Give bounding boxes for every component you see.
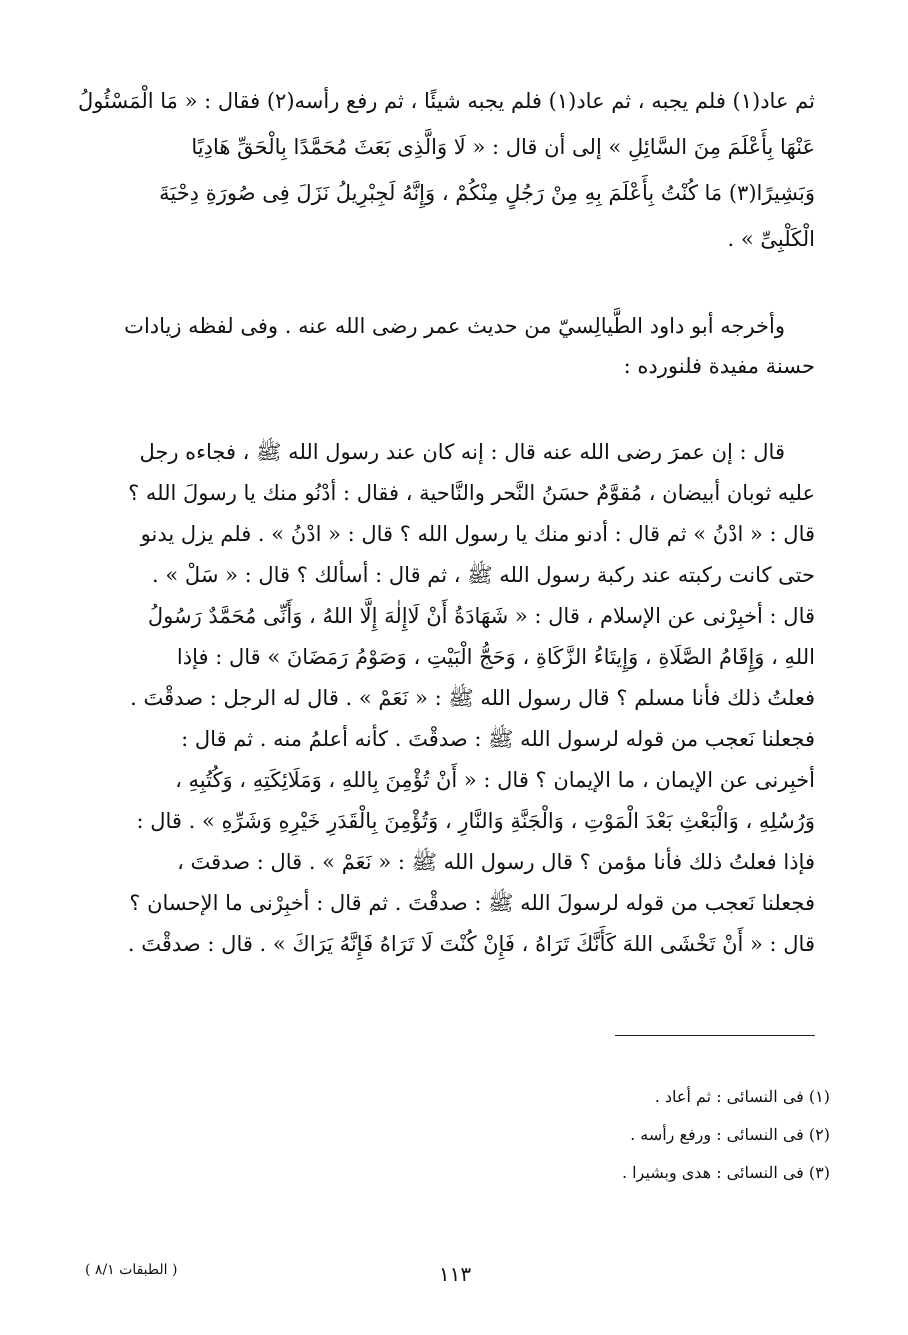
text-line: وأخرجه أبو داود الطَّيالِسيّ من حديث عمر رضى الله عنه . وفى لفظه زيادات [124,314,785,338]
text-line: حتى كانت ركبته عند ركبة رسول الله ﷺ ، ثم قال : أسألك ؟ قال : « سَلْ » . [152,563,815,587]
text-line: الْكَلْبِىِّ » . [727,227,815,251]
text-line: وَبَشِيرًا(٣) مَا كُنْتُ بِأَعْلَمَ بِهِ مِنْ رَجُلٍ مِنْكُمْ ، وَإِنَّهُ لَجِبْرِيلُ نَزَلَ فِى صُورَةِ دِحْيَةَ [159,181,815,205]
text-line: قال : « ادْنُ » ثم قال : أدنو منك يا رسول الله ؟ قال : « ادْنُ » . فلم يزل يدنو [140,522,815,546]
footnote-separator [615,1035,815,1036]
footnote-3: (٣) فى النسائى : هدى وبشيرا . [621,1163,830,1182]
text-line: فعلتُ ذلك فأنا مسلم ؟ قال رسول الله ﷺ : « نَعَمْ » . قال له الرجل : صدقْتَ . [130,686,815,710]
text-line: وَرُسُلِهِ ، وَالْبَعْثِ بَعْدَ الْمَوْتِ ، وَالْجَنَّةِ وَالنَّارِ ، وَتُؤْمِنَ بِالْقَدَرِ خَيْرِهِ وَشَرِّهِ » . قال : [136,809,815,833]
paragraph-hadith-opening [78,78,815,262]
footnotes [420,1078,830,1192]
text-line: عليه ثوبان أبيضان ، مُقوَّمٌ حسَنُ النَّحر والنَّاحية ، فقال : أدْنُو منك يا رسولَ الله ؟ [128,481,815,505]
text-line: فجعلنا نَعجب من قوله لرسول الله ﷺ : صدقْتَ . كأنه أعلمُ منه . ثم قال : [181,727,815,751]
running-reference: ( الطبقات ٨/١ ) [85,1262,178,1278]
paragraph-tayalisi-intro [100,306,815,386]
text-line: قال : أخبِرْنى عن الإسلام ، قال : « شَهَادَةُ أَنْ لَاإِلٰهَ إِلَّا اللهُ ، وَأَنِّى مُحَمَّدٌ رَسُولُ [147,604,815,628]
text-line: قال : « أَنْ تَخْشَى اللهَ كَأَنَّكَ تَرَاهُ ، فَإِنْ كُنْتَ لَا تَرَاهُ فَإِنَّهُ يَرَاكَ » . قال : صدقْتَ . [127,932,815,956]
text-line: عَنْهَا بِأَعْلَمَ مِنَ السَّائِلِ » إلى أن قال : « لَا وَالَّذِى بَعَثَ مُحَمَّدًا بِالْحَقِّ هَادِيًا [191,135,815,159]
text-line: أخبِرنى عن الإيمان ، ما الإيمان ؟ قال : « أَنْ تُؤْمِنَ بِاللهِ ، وَمَلَائِكَتِهِ ، وَكُتُبِهِ ، [175,768,815,792]
text-line: ثم عاد(١) فلم يجبه ، ثم عاد(١) فلم يجبه شيئًا ، ثم رفع رأسه(٢) فقال : « مَا الْمَسْئُولُ [78,89,815,113]
text-line: قال : إن عمرَ رضى الله عنه قال : إنه كان عند رسول الله ﷺ ، فجاءه رجل [139,440,785,464]
page-number: ١١٣ [438,1262,472,1286]
text-line: فجعلنا نَعجب من قوله لرسولَ الله ﷺ : صدقْتَ . ثم قال : أخبِرْنى ما الإحسان ؟ [129,891,815,915]
text-line: حسنة مفيدة فلنورده : [623,354,815,378]
footnote-2: (٢) فى النسائى : ورفع رأسه . [630,1125,830,1144]
text-line: فإذا فعلتُ ذلك فأنا مؤمن ؟ قال رسول الله ﷺ : « نَعَمْ » . قال : صدقتَ ، [177,850,815,874]
footnote-1: (١) فى النسائى : ثم أعاد . [654,1087,830,1106]
text-line: اللهِ ، وَإِقَامُ الصَّلَاةِ ، وَإِيتَاءُ الزَّكَاةِ ، وَحَجُّ الْبَيْتِ ، وَصَوْمُ رَمَضَانَ » قال : فإذا [176,645,815,669]
paragraph-jibril-hadith [100,432,815,965]
